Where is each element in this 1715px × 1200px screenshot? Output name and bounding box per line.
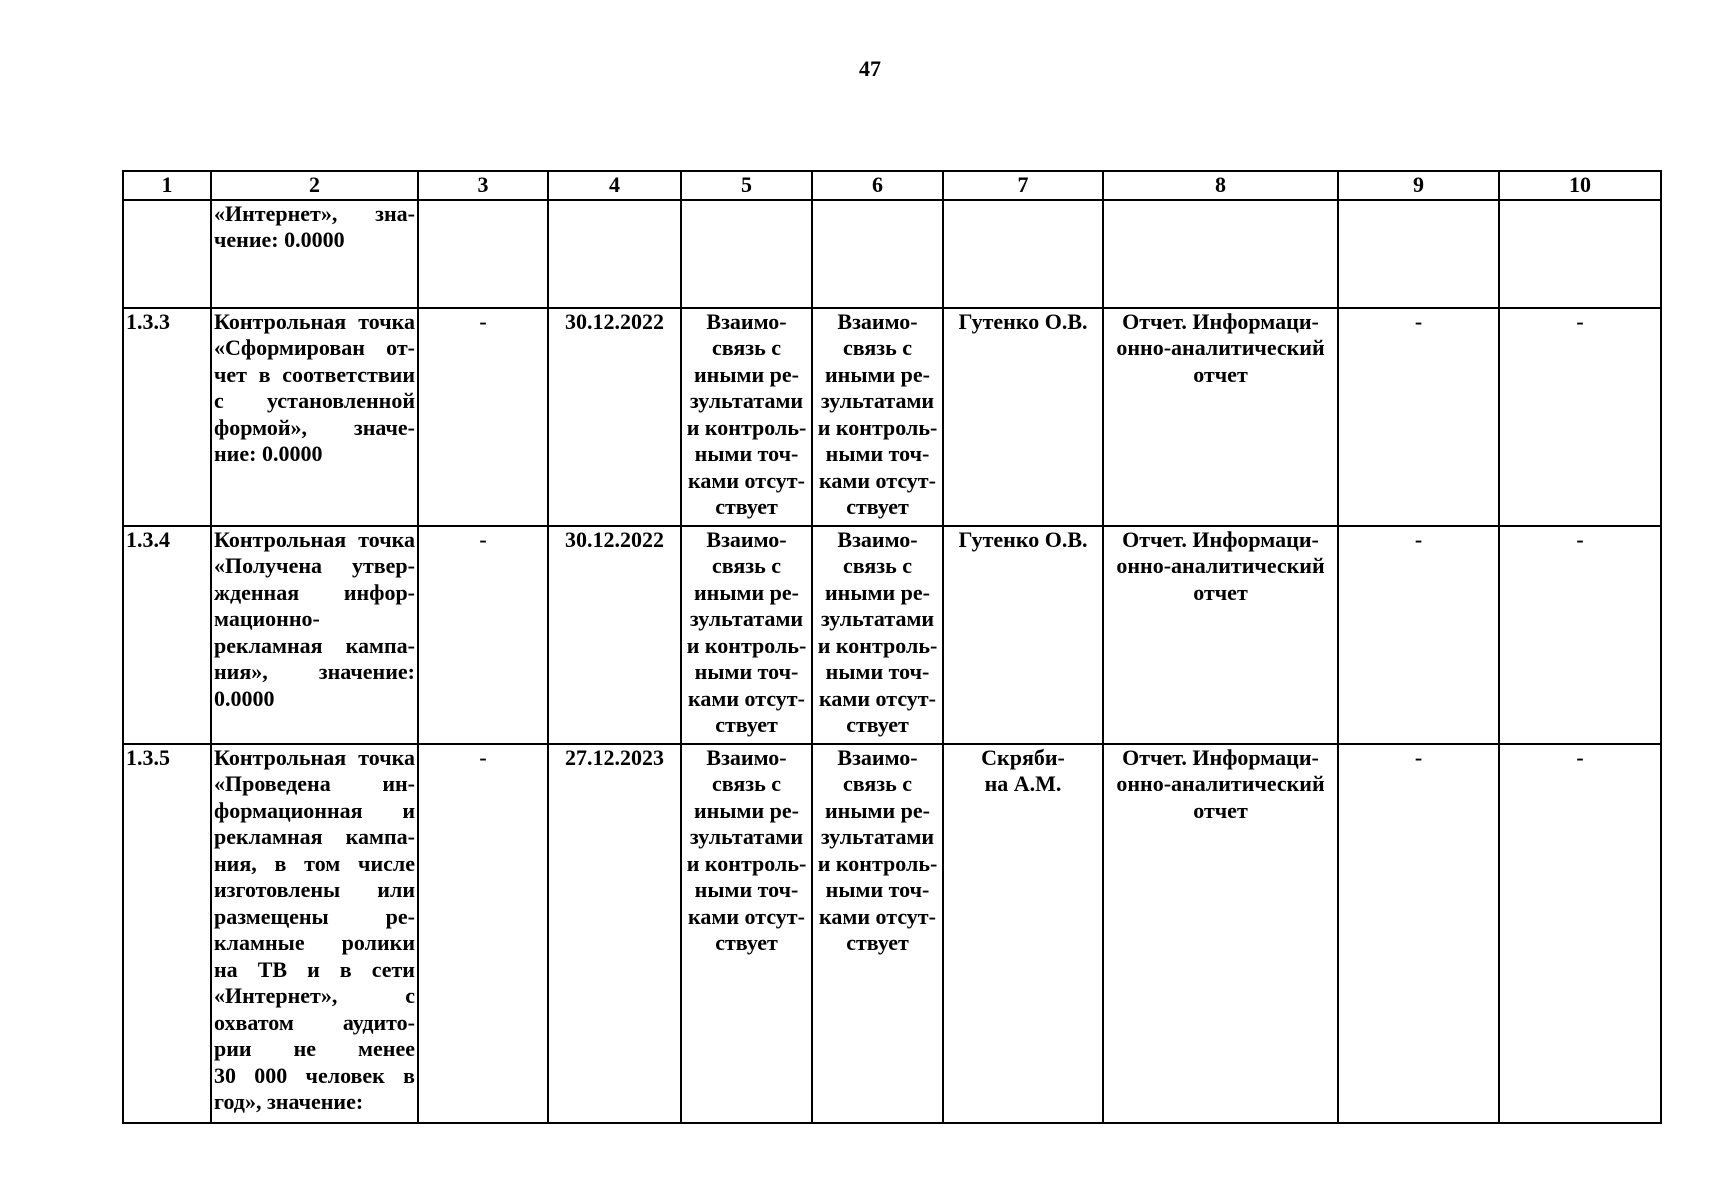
cell-text-line: Гутенко О.В. xyxy=(958,526,1088,552)
table-body xyxy=(123,171,1661,1123)
cell-text-line: ными точ- xyxy=(825,877,930,902)
cell-text-line: иными ре- xyxy=(693,797,799,823)
cell-text-line: Гутенко О.В. xyxy=(958,308,1088,334)
cell-col-3 xyxy=(418,200,548,308)
cell-text-line: Взаимо- xyxy=(837,744,918,770)
date-cell: 30.12.2022 xyxy=(548,526,681,744)
cell-text-line: отчет xyxy=(1193,797,1248,823)
cell-text-line: и контроль- xyxy=(817,632,938,658)
cell-text-line: размещены ре- xyxy=(214,903,415,929)
cell-text-line: ками отсут- xyxy=(819,467,936,493)
table-row xyxy=(123,744,1661,1123)
cell-col-10: - xyxy=(1499,744,1661,1123)
cell-text-line: Взаимо- xyxy=(706,308,787,334)
date-cell xyxy=(548,200,681,308)
cell-text-line: Отчет. Информаци- xyxy=(1122,526,1319,552)
cell-text-line: иными ре- xyxy=(824,361,930,387)
cell-col-9 xyxy=(1338,200,1499,308)
cell-text-line: иными ре- xyxy=(824,579,930,605)
cell-text-line: чение: 0.0000 xyxy=(214,227,345,252)
cell-col-10: - xyxy=(1499,308,1661,526)
cell-col-10 xyxy=(1499,200,1661,308)
cell-text-line: рекламная кампа- xyxy=(214,824,415,849)
relation-cell xyxy=(681,526,812,744)
relation-cell xyxy=(812,526,943,744)
cell-text-line: на А.М. xyxy=(984,771,1062,796)
description-cell xyxy=(211,308,418,526)
cell-text-line: ными точ- xyxy=(825,659,930,684)
cell-text-line: иными ре- xyxy=(693,579,799,605)
description-cell xyxy=(211,744,418,1123)
cell-text-line: охватом аудито- xyxy=(214,1009,415,1035)
cell-text-line: рии не менее xyxy=(214,1036,415,1061)
relation-cell xyxy=(812,308,943,526)
cell-text-line: ными точ- xyxy=(694,659,799,684)
cell-text-line: связь с xyxy=(843,553,912,578)
cell-col-3: - xyxy=(418,744,548,1123)
cell-text-line: «Проведена ин- xyxy=(214,771,415,796)
cell-text-line: отчет xyxy=(1193,361,1248,387)
cell-text-line: ния, в том числе xyxy=(214,850,415,876)
cell-text-line: ными точ- xyxy=(694,877,799,902)
cell-text-line: ками отсут- xyxy=(819,685,936,711)
cell-text-line: Взаимо- xyxy=(837,526,918,552)
cell-col-10: - xyxy=(1499,526,1661,744)
report-cell xyxy=(1103,744,1338,1123)
cell-text-line: и контроль- xyxy=(817,414,938,440)
cell-text-line: ными точ- xyxy=(825,441,930,466)
column-header: 1 xyxy=(123,171,211,200)
cell-text-line: связь с xyxy=(843,771,912,796)
row-number-cell: 1.3.5 xyxy=(123,744,211,1123)
cell-text-line: Отчет. Информаци- xyxy=(1122,744,1319,770)
relation-cell xyxy=(812,744,943,1123)
cell-text-line: ками отсут- xyxy=(688,467,805,493)
cell-text-line: Взаимо- xyxy=(706,526,787,552)
cell-text-line: 30 000 человек в xyxy=(214,1062,415,1088)
relation-cell xyxy=(812,200,943,308)
cell-text-line: зультатами xyxy=(820,824,935,849)
cell-col-9: - xyxy=(1338,308,1499,526)
cell-text-line: зультатами xyxy=(689,824,804,849)
cell-text-line: ками отсут- xyxy=(688,903,805,929)
report-cell xyxy=(1103,200,1338,308)
cell-text-line: с установленной xyxy=(214,388,415,413)
responsible-cell xyxy=(943,308,1103,526)
cell-text-line: онно-аналитический xyxy=(1116,335,1325,360)
cell-text-line: ния», значение: xyxy=(214,659,415,684)
cell-text-line: рекламная кампа- xyxy=(214,632,415,658)
relation-cell xyxy=(681,200,812,308)
cell-text-line: чет в соответствии xyxy=(214,361,415,387)
cell-text-line: Скряби- xyxy=(981,744,1065,770)
responsible-cell xyxy=(943,744,1103,1123)
cell-col-3: - xyxy=(418,526,548,744)
cell-text-line: зультатами xyxy=(820,606,935,631)
document-table xyxy=(122,170,1662,1124)
cell-text-line: связь с xyxy=(712,335,781,360)
cell-text-line: зультатами xyxy=(820,388,935,413)
responsible-cell xyxy=(943,526,1103,744)
cell-text-line: и контроль- xyxy=(686,632,807,658)
row-number-cell: 1.3.4 xyxy=(123,526,211,744)
cell-text-line: формационная и xyxy=(214,797,415,823)
column-header: 10 xyxy=(1499,171,1661,200)
cell-text-line: зультатами xyxy=(689,388,804,413)
cell-text-line: Контрольная точка xyxy=(214,526,415,552)
responsible-cell xyxy=(943,200,1103,308)
column-header: 5 xyxy=(681,171,812,200)
cell-text-line: ствует xyxy=(846,930,909,955)
cell-text-line: «Интернет», зна- xyxy=(214,200,415,226)
cell-col-3: - xyxy=(418,308,548,526)
cell-text-line: ствует xyxy=(846,712,909,737)
cell-text-line: кламные ролики xyxy=(214,930,415,955)
column-header: 9 xyxy=(1338,171,1499,200)
cell-text-line: онно-аналитический xyxy=(1116,553,1325,578)
cell-text-line: и контроль- xyxy=(817,850,938,876)
table-row xyxy=(123,526,1661,744)
cell-text-line: Взаимо- xyxy=(706,744,787,770)
row-number-cell xyxy=(123,200,211,308)
cell-text-line: и контроль- xyxy=(686,850,807,876)
cell-text-line: связь с xyxy=(712,771,781,796)
column-header: 8 xyxy=(1103,171,1338,200)
cell-text-line: формой», значе- xyxy=(214,414,415,440)
cell-text-line: ствует xyxy=(715,930,778,955)
cell-text-line: год», значение: xyxy=(214,1089,364,1114)
table-row xyxy=(123,200,1661,308)
cell-text-line: иными ре- xyxy=(824,797,930,823)
cell-text-line: ствует xyxy=(715,494,778,519)
description-cell xyxy=(211,526,418,744)
cell-text-line: отчет xyxy=(1193,579,1248,605)
relation-cell xyxy=(681,308,812,526)
cell-text-line: зультатами xyxy=(689,606,804,631)
cell-text-line: Отчет. Информаци- xyxy=(1122,308,1319,334)
row-number-cell: 1.3.3 xyxy=(123,308,211,526)
cell-text-line: ствует xyxy=(715,712,778,737)
column-header: 6 xyxy=(812,171,943,200)
cell-text-line: связь с xyxy=(712,553,781,578)
cell-text-line: связь с xyxy=(843,335,912,360)
cell-text-line: ными точ- xyxy=(694,441,799,466)
cell-col-9: - xyxy=(1338,744,1499,1123)
cell-text-line: ние: 0.0000 xyxy=(214,441,323,466)
cell-text-line: жденная инфор- xyxy=(214,579,415,605)
cell-text-line: изготовлены или xyxy=(214,877,415,902)
table-header-row xyxy=(123,171,1661,200)
cell-text-line: Контрольная точка xyxy=(214,308,415,334)
cell-text-line: Контрольная точка xyxy=(214,744,415,770)
cell-text-line: «Получена утвер- xyxy=(214,553,415,578)
table-row xyxy=(123,308,1661,526)
cell-text-line: мационно- xyxy=(214,606,320,631)
page-number: 47 xyxy=(859,56,881,81)
cell-text-line: «Сформирован от- xyxy=(214,335,415,360)
cell-text-line: «Интернет», с xyxy=(214,983,415,1008)
report-cell xyxy=(1103,526,1338,744)
cell-text-line: ками отсут- xyxy=(819,903,936,929)
cell-text-line: на ТВ и в сети xyxy=(214,956,415,982)
column-header: 2 xyxy=(211,171,418,200)
column-header: 4 xyxy=(548,171,681,200)
date-cell: 27.12.2023 xyxy=(548,744,681,1123)
report-cell xyxy=(1103,308,1338,526)
cell-text-line: и контроль- xyxy=(686,414,807,440)
cell-text-line: онно-аналитический xyxy=(1116,771,1325,796)
column-header: 7 xyxy=(943,171,1103,200)
column-header: 3 xyxy=(418,171,548,200)
cell-text-line: ствует xyxy=(846,494,909,519)
description-cell xyxy=(211,200,418,308)
cell-text-line: ками отсут- xyxy=(688,685,805,711)
cell-col-9: - xyxy=(1338,526,1499,744)
cell-text-line: иными ре- xyxy=(693,361,799,387)
cell-text-line: 0.0000 xyxy=(214,685,275,711)
date-cell: 30.12.2022 xyxy=(548,308,681,526)
relation-cell xyxy=(681,744,812,1123)
cell-text-line: Взаимо- xyxy=(837,308,918,334)
